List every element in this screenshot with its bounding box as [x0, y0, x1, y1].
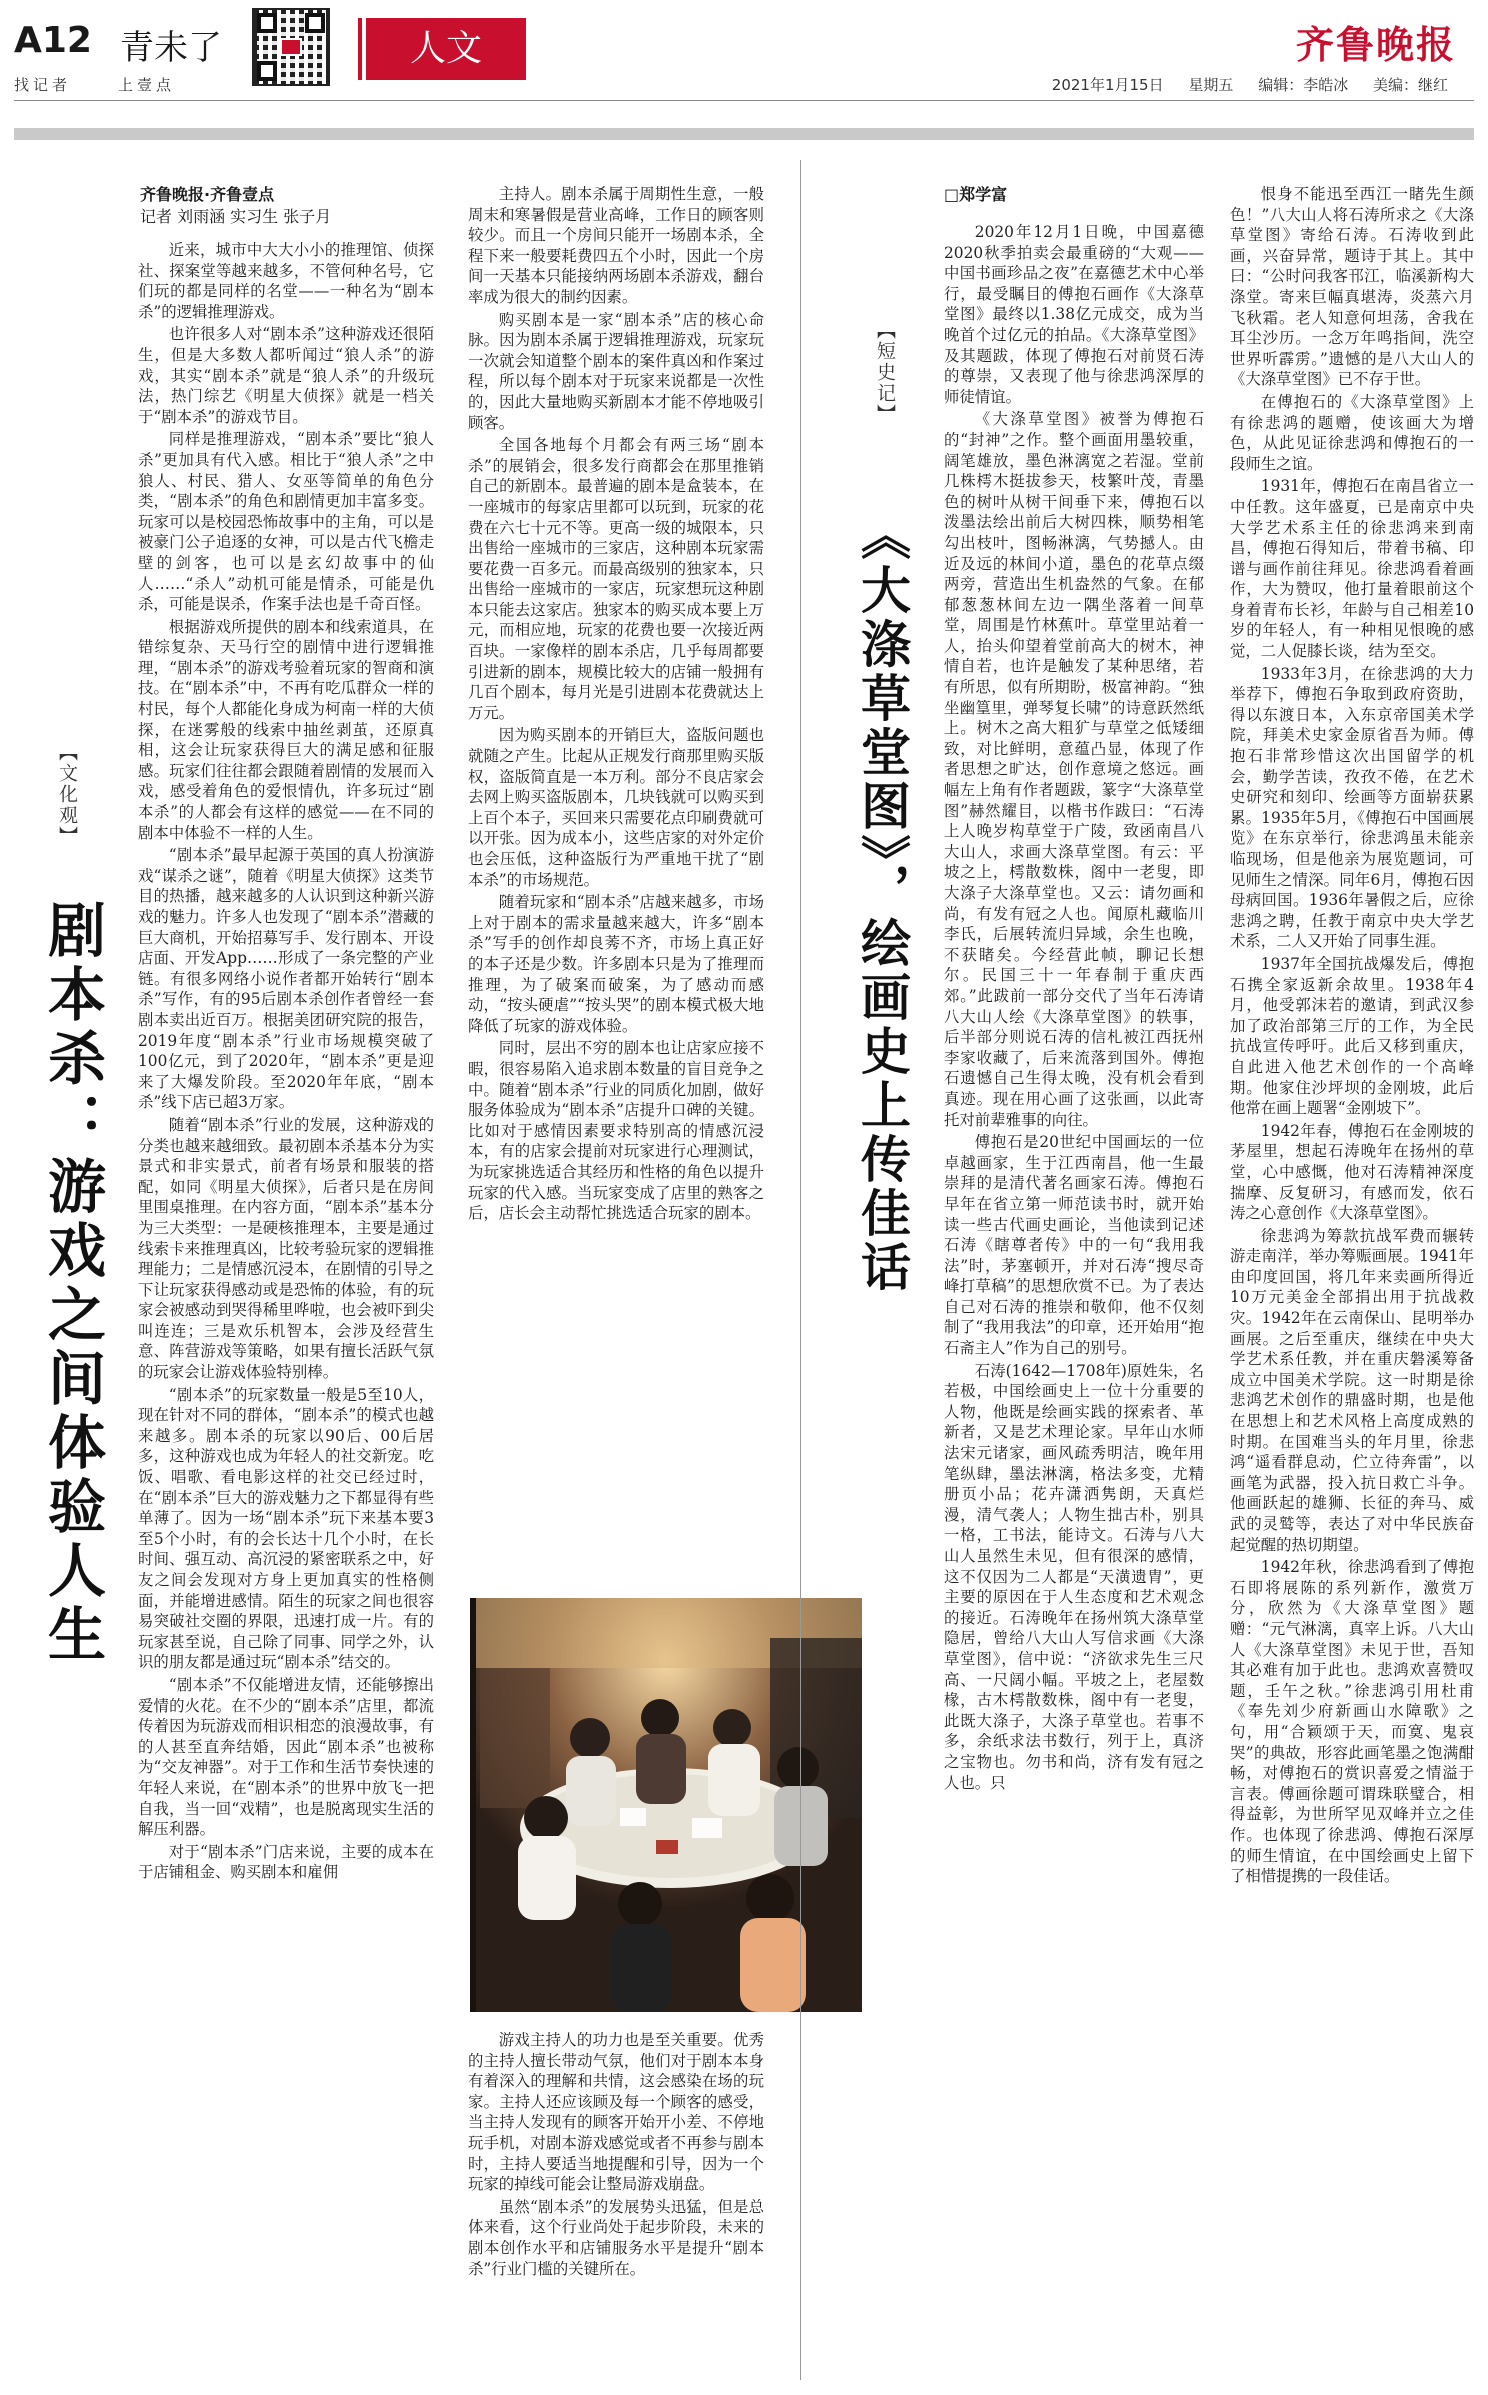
article1-paragraph: “剧本杀”不仅能增进友情，还能够擦出爱情的火花。在不少的“剧本杀”店里，都流传着因为玩游戏而相识相恋的浪漫故事，有的人甚至直奔结婚，因此“剧本杀”也被称为“交友神器”。对于工作和生活节奏快速的年轻人来说，在“剧本杀”的世界中放飞一把自我，当一回“戏精”，也是脱离现实生活的解压利器。: [138, 1675, 434, 1839]
article2-author: □郑学富: [944, 185, 1008, 204]
masthead: [0, 0, 1488, 110]
article1-column-2-lower: [468, 2030, 764, 2281]
article2-paragraph: 1931年，傅抱石在南昌省立一中任教。这年盛夏，已是南京中央大学艺术系主任的徐悲鸿来到南昌，傅抱石得知后，带着书稿、印谱与画作前往拜见。徐悲鸿看着画作，大为赞叹，他打量着眼前这个身着青布长衫，年龄与自己相差10岁的年轻人，有一种相见恨晚的感觉，二人促膝长谈，结为至交。: [1230, 477, 1474, 661]
editor-credit: 编辑：李皓冰: [1258, 76, 1349, 94]
article1-photo: [470, 1598, 862, 2012]
header-band: [14, 128, 1474, 140]
dateline: [1038, 74, 1448, 95]
article1-paragraph: 对于“剧本杀”门店来说，主要的成本在于店铺租金、购买剧本和雇佣: [138, 1842, 434, 1882]
sub-right-text: 上壹点: [118, 76, 176, 94]
article1-paragraph: 主持人。剧本杀属于周期性生意，一般周末和寒暑假是营业高峰，工作日的顾客则较少。而且一个房间只能开一场剧本杀，全程下来一般要耗费四五个小时，因此一个房间一天基本只能接纳两场剧本杀游戏，翻台率成为很大的制约因素。: [468, 185, 764, 306]
article1-paragraph: 购买剧本是一家“剧本杀”店的核心命脉。因为剧本杀属于逻辑推理游戏，玩家玩一次就会知道整个剧本的案件真凶和作案过程，所以每个剧本对于玩家来说都是一次性的，因此大量地购买新剧本才能不停地吸引顾客。: [468, 310, 764, 432]
section-name: 青未了: [120, 28, 222, 68]
players-around-table-photo: [470, 1598, 862, 2012]
issue-weekday: 星期五: [1188, 76, 1234, 94]
article2-column-2: [1230, 184, 1474, 1889]
header-rule: [14, 100, 1474, 101]
article1-paragraph: 全国各地每个月都会有两三场“剧本杀”的展销会，很多发行商都会在那里推销自己的新剧本。最普遍的剧本是盒装本，在一座城市的每家店里都可以玩到，玩家的花费在六七十元不等。更高一级的城限本，只出售给一座城市的三家店，这种剧本玩家需要花费一百多元。而最高级别的独家本，只出售给一座城市的一家店，玩家想玩这种剧本只能去这家店。独家本的购买成本要上万元，而相应地，玩家的花费也要一次接近两百块。一家像样的剧本杀店，几乎每周都要引进新的剧本，规模比较大的店铺一般拥有几百个剧本，每月光是引进剧本花费就达上万元。: [468, 436, 764, 722]
article1-paragraph: 虽然“剧本杀”的发展势头迅猛，但是总体来看，这个行业尚处于起步阶段，未来的剧本创作水平和店铺服务水平是提升“剧本杀”行业门槛的关键所在。: [468, 2197, 764, 2278]
sub-left-text: 找记者: [14, 76, 72, 94]
article1-reporters: 记者 刘雨涵 实习生 张子月: [140, 207, 332, 226]
article2-paragraph: 徐悲鸿为筹款抗战军费而辗转游走南洋，举办筹赈画展。1941年由印度回国，将几年来卖画所得近10万元美金全部捐出用于抗战救灾。1942年在云南保山、昆明举办画展。之后至重庆，继续在中央大学艺术系任教，并在重庆磐溪筹备成立中国美术学院。这一时期是徐悲鸿艺术创作的鼎盛时期，也是他在思想上和艺术风格上高度成熟的时期。在国难当头的年月里，徐悲鸿“遥看群息动，伫立待奔雷”，以画笔为武器，投入抗日救亡斗争。他画跃起的雄狮、长征的奔马、威武的灵鹫等，表达了对中华民族奋起觉醒的热切期望。: [1230, 1226, 1474, 1554]
article2-paragraph: 在傅抱石的《大涤草堂图》上有徐悲鸿的题赠，使该画大为增色，从此见证徐悲鸿和傅抱石的一段师生之谊。: [1230, 392, 1474, 473]
page-number: A12: [14, 20, 92, 61]
qr-code-icon: [252, 8, 330, 86]
article1-paragraph: 也许很多人对“剧本杀”这种游戏还很陌生，但是大多数人都听闻过“狼人杀”的游戏，其实“剧本杀”就是“狼人杀”的升级玩法，热门综艺《明星大侦探》就是一档关于“剧本杀”的游戏节目。: [138, 325, 434, 426]
article1-paragraph: 随着玩家和“剧本杀”店越来越多，市场上对于剧本的需求量越来越大，许多“剧本杀”写手的创作却良莠不齐，市场上真正好的本子还是少数。许多剧本只是为了推理而推理，为了破案而破案，为了感动而感动，“按头硬虐”“按头哭”的剧本模式极大地降低了玩家的游戏体验。: [468, 893, 764, 1035]
article2-column-1: [944, 222, 1204, 1795]
article2-paragraph: 1942年春，傅抱石在金刚坡的茅屋里，想起石涛晚年在扬州的草堂，心中感慨，他对石涛精神深度揣摩、反复研习，有感而发，依石涛之心意创作《大涤草堂图》。: [1230, 1121, 1474, 1223]
article1-tag: 【文化观】: [56, 742, 78, 847]
newspaper-logo: 齐鲁晚报: [1295, 22, 1456, 67]
article1-paragraph: “剧本杀”的玩家数量一般是5至10人，现在针对不同的群体，“剧本杀”的模式也越来越多。剧本杀的玩家以90后、00后居多，这种游戏也成为年轻人的社交新宠。吃饭、唱歌、看电影这样的社交已经过时，在“剧本杀”巨大的游戏魅力之下都显得有些单薄了。因为一场“剧本杀”玩下来基本要3至5个小时，有的会长达十几个小时，在长时间、强互动、高沉浸的紧密联系之中，好友之间会发现对方身上更加真实的性格侧面，并能增进感情。陌生的玩家之间也很容易突破社交圈的界限，迅速打成一片。有的玩家甚至说，自己除了同事、同学之外，认识的朋友都是通过玩“剧本杀”结交的。: [138, 1385, 434, 1672]
article2-headline: 《大涤草堂图》，绘画史上传佳话: [853, 510, 911, 1295]
article1-source: 齐鲁晚报·齐鲁壹点: [140, 185, 275, 204]
article2-paragraph: 1937年全国抗战爆发后，傅抱石携全家返新余故里。1938年4月，他受郭沫若的邀请，到武汉参加了政治部第三厅的工作，为全民抗战宣传呼吁。此后又移到重庆，自此进入他艺术创作的一个高峰期。他家住沙坪坝的金刚坡，此后他常在画上题署“金刚坡下”。: [1230, 954, 1474, 1118]
article1-paragraph: 近来，城市中大大小小的推理馆、侦探社、探案堂等越来越多，不管何种名号，它们玩的都是同样的名堂——一种名为“剧本杀”的逻辑推理游戏。: [138, 241, 434, 321]
article2-paragraph: 1933年3月，在徐悲鸿的大力举荐下，傅抱石争取到政府资助，得以东渡日本，入东京帝国美术学院，拜美术史家金原省吾为师。傅抱石非常珍惜这次出国留学的机会，勤学苦读，孜孜不倦，在艺术史研究和刻印、绘画等方面崭获累累。1935年5月，《傅抱石中国画展览》在东京举行，徐悲鸿虽未能亲临现场，但是他亲为展览题词，可见师生之情深。同年6月，傅抱石因母病回国。1936年暑假之后，应徐悲鸿之聘，任教于南京中央大学艺术系，二人又开始了同事生涯。: [1230, 664, 1474, 951]
article1-paragraph: 根据游戏所提供的剧本和线索道具，在错综复杂、天马行空的剧情中进行逻辑推理，“剧本杀”的游戏考验着玩家的智商和演技。在“剧本杀”中，不再有吃瓜群众一样的村民，每个人都能化身成为柯南一样的大侦探，在迷雾般的线索中抽丝剥茧，还原真相，这会让玩家获得巨大的满足感和征服感。玩家们往往都会跟随着剧情的发展而入戏，感受着角色的爱恨情仇，许多玩过“剧本杀”的人都会有这样的感觉——在不同的剧本中体验不一样的人生。: [138, 617, 434, 842]
article1-paragraph: 随着“剧本杀”行业的发展，这种游戏的分类也越来越细致。最初剧本杀基本分为实景式和非实景式，前者有场景和服装的搭配，如同《明星大侦探》，后者只是在房间里围桌推理。在内容方面，“剧本杀”基本分为三大类型：一是硬核推理本，主要是通过线索卡来推理真凶，比较考验玩家的逻辑推理能力；二是情感沉浸本，在剧情的引导之下让玩家获得感动或是恐怖的体验，有的玩家会被感动到哭得稀里哗啦，也会被吓到尖叫连连；三是欢乐机智本，会涉及经营生意、阵营游戏等策略，如果有擅长活跃气氛的玩家会让游戏体验特别棒。: [138, 1115, 434, 1382]
article2-paragraph: 傅抱石是20世纪中国画坛的一位卓越画家，生于江西南昌，他一生最崇拜的是清代著名画家石涛。傅抱石早年在省立第一师范读书时，就开始读一些古代画史画论，当他读到记述石涛《瞎尊者传》中的一句“我用我法”时，茅塞顿开，并对石涛“搜尽奇峰打草稿”的思想欣赏不已。为了表达自己对石涛的推崇和敬仰，他不仅刻制了“我用我法”的印章，还开始用“抱石斋主人”作为自己的别号。: [944, 1133, 1204, 1358]
column-tab: 人文: [366, 18, 526, 80]
article2-paragraph: 2020年12月1日晚，中国嘉德2020秋季拍卖会最重磅的“大观——中国书画珍品之夜”在嘉德艺术中心举行，最受瞩目的傅抱石画作《大涤草堂图》最终以1.38亿元成交，成为当晚首个过亿元的拍品。《大涤草堂图》及其题跋，体现了傅抱石对前贤石涛的尊崇，又表现了他与徐悲鸿深厚的师徒情谊。: [944, 223, 1204, 406]
article1-paragraph: 游戏主持人的功力也是至关重要。优秀的主持人擅长带动气氛，他们对于剧本本身有着深入的理解和共情，这会感染在场的玩家。主持人还应该顾及每一个顾客的感受，当主持人发现有的顾客开始开小差、不停地玩手机，对剧本游戏感觉或者不再参与剧本时，主持人要适当地提醒和引导，因为一个玩家的掉线可能会让整局游戏崩盘。: [468, 2031, 764, 2194]
article2-paragraph: 1942年秋，徐悲鸿看到了傅抱石即将展陈的系列新作，激赏万分，欣然为《大涤草堂图》题赠：“元气淋漓，真宰上诉。八大山人《大涤草堂图》未见于世，吾知其必难有加于此也。悲鸿欢喜赞叹题，壬午之秋。”徐悲鸿引用杜甫《奉先刘少府新画山水障歌》之句，用“合颖颂于天，而寞、鬼哀哭”的典故，形容此画笔墨之饱满酣畅，对傅抱石的赏识喜爱之情溢于言表。傅画徐题可谓珠联璧合，相得益彰，为世所罕见双峰并立之佳作。也体现了徐悲鸿、傅抱石深厚的师生情谊，在中国绘画史上留下了相惜提携的一段佳话。: [1230, 1558, 1474, 1886]
article1-paragraph: 同样是推理游戏，“剧本杀”要比“狼人杀”更加具有代入感。相比于“狼人杀”之中狼人、村民、猎人、女巫等简单的角色分类，“剧本杀”的角色和剧情更加丰富多变。玩家可以是校园恐怖故事中的主角，可以是被豪门公子追逐的女神，可以是古代飞檐走壁的剑客，也可以是玄幻故事中的仙人……“杀人”动机可能是情杀，可能是仇杀，可能是误杀，作案手法也是千奇百怪。: [138, 430, 434, 614]
designer-credit: 美编：继红: [1372, 76, 1448, 94]
article2-paragraph: 石涛(1642—1708年)原姓朱，名若极，中国绘画史上一位十分重要的人物，他既是绘画实践的探索者、革新者，又是艺术理论家。早年山水师法宋元诸家，画风疏秀明洁，晚年用笔纵肆，墨法淋漓，格法多变，尤精册页小品；花卉潇洒隽朗，天真烂漫，清气袭人；人物生拙古朴，别具一格，工书法，能诗文。石涛与八大山人虽然生未见，但有很深的感情，这不仅因为二人都是“天潢遗胄”，更主要的原因在于人生态度和艺术观念的接近。石涛晚年在扬州筑大涤草堂隐居，曾给八大山人写信求画《大涤草堂图》，信中说：“济欲求先生三尺高、一尺阔小幅。平坡之上，老屋数椽，古木樗散数株，阁中有一老叟，此既大涤子，大涤子草堂也。若事不多，余纸求法书数行，列于上，真济之宝物也。勿书和尚，济有发有冠之人也。只: [944, 1361, 1204, 1792]
article2-paragraph: 恨身不能迅至西江一睹先生颜色！”八大山人将石涛所求之《大涤草堂图》寄给石涛。石涛收到此画，兴奋异常，题诗于其上。其中曰：“公时问我客邗江，临溪新构大涤堂。寄来巨幅真堪涛，炎蒸六月飞秋霜。老人知意何坦荡，舍我在耳尘沙历。一念万年鸣指间，洗空世界听霹雳。”遗憾的是八大山人的《大涤草堂图》已不存于世。: [1230, 185, 1474, 389]
article1-paragraph: 因为购买剧本的开销巨大，盗版问题也就随之产生。比起从正规发行商那里购买版权，盗版简直是一本万利。部分不良店家会去网上购买盗版剧本，几块钱就可以购买到上百个本子，买回来只需要花点印刷费就可以开张。因为成本小，这些店家的对外定价也会压低，这种盗版行为严重地干扰了“剧本杀”的市场规范。: [468, 726, 764, 889]
issue-date: 2021年1月15日: [1051, 76, 1164, 94]
article1-column-2: [468, 184, 764, 1226]
article1-paragraph: “剧本杀”最早起源于英国的真人扮演游戏“谋杀之谜”，随着《明星大侦探》这类节目的热播，越来越多的人认识到这种新兴游戏的魅力。许多人也发现了“剧本杀”潜藏的巨大商机，开始招募写手、发行剧本、开设店面、开发App……形成了一条完整的产业链。有很多网络小说作者都开始转行“剧本杀”写作，有的95后剧本杀创作者曾经一套剧本卖出近百万。根据美团研究院的报告，2019年度“剧本杀”行业市场规模突破了100亿元，到了2020年，“剧本杀”更是迎来了大爆发阶段。至2020年年底，“剧本杀”线下店已超3万家。: [138, 846, 434, 1112]
article2-paragraph: 《大涤草堂图》被誉为傅抱石的“封神”之作。整个画面用墨较重，阔笔雄放，墨色淋漓宽之若湿。堂前几株樗木挺拔参天，枝繁叶茂，青墨色的树叶从树干间垂下来，傅抱石以泼墨法绘出前后大树四株，顺势相笔勾出枝叶，图畅淋漓，气势撼人。由近及远的林间小道，墨色的花草点缀两旁，营造出生机盎然的气象。在郁郁葱葱林间左边一隅坐落着一间草堂，周围是竹林蕉叶。草堂里站着一人，抬头仰望着堂前高大的树木，神情自若，也许是触发了某种思绪，若有所思，似有所期盼，极富神韵。“独坐幽篁里，弹琴复长啸”的诗意跃然纸上。树木之高大粗犷与草堂之低矮细致，对比鲜明，意蕴凸显，体现了作者思想之旷达，创作意境之悠远。画幅左上角有作者题跋，篆字“大涤草堂图”赫然耀目，以楷书作跋曰：“石涛上人晚岁构草堂于广陵，致函南昌八大山人，求画大涤草堂图。有云：平坡之上，樗散数株，阁中一老叟，即大涤子大涤草堂也。又云：请勿画和尚，有发有冠之人也。闻原札藏临川李氏，后展转流归异域，余生也晚，不获睹矣。今经营此帧，聊记长想尔。民国三十一年春制于重庆西郊。”此跋前一部分交代了当年石涛请八大山人绘《大涤草堂图》的轶事，后半部分则说石涛的信札被江西抚州李家收藏了，后来流落到国外。傅抱石遗憾自己生得太晚，没有机会看到真迹。现在用心画了这张画，以此寄托对前辈雅事的向往。: [944, 410, 1204, 1129]
article2-tag: 【短史记】: [874, 320, 896, 425]
article1-paragraph: 同时，层出不穷的剧本也让店家应接不暇，很容易陷入追求剧本数量的盲目竞争之中。随着“剧本杀”行业的同质化加剧，做好服务体验成为“剧本杀”店提升口碑的关键。比如对于感情因素要求特别高的情感沉浸本，有的店家会提前对玩家进行心理测试，为玩家挑选适合其经历和性格的角色以提升玩家的代入感。当玩家变成了店里的熟客之后，店长会主动帮忙挑选适合玩家的剧本。: [468, 1039, 764, 1223]
article-divider: [800, 160, 801, 2380]
article1-column-1: [138, 240, 434, 1885]
article1-headline: 剧本杀：游戏之间体验人生: [38, 900, 106, 1668]
